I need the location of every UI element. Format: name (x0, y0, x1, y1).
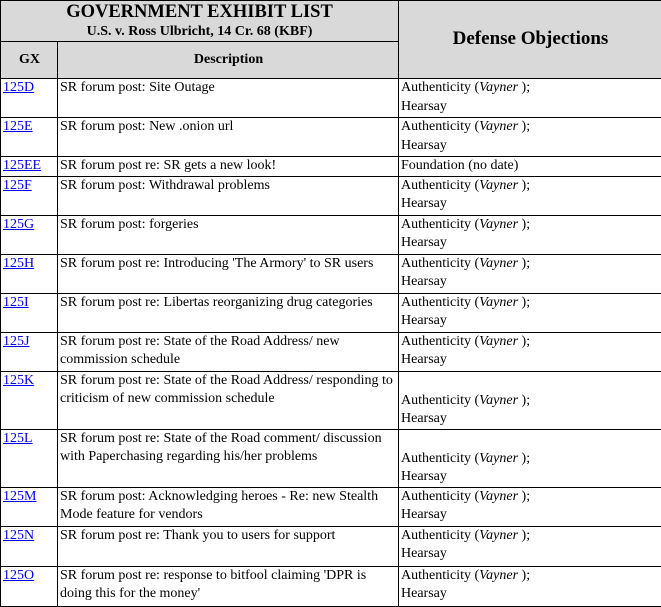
objection-text: Authenticity ( (401, 334, 479, 349)
description-cell: SR forum post: Acknowledging heroes - Re: new Stealth Mode feature for vendors (58, 487, 399, 526)
table-row (1, 566, 661, 606)
exhibit-link[interactable]: 125N (3, 528, 34, 543)
objection-cell (399, 429, 661, 487)
description-cell: SR forum post: New .onion url (58, 118, 399, 157)
objection-cell (399, 118, 661, 157)
table-row (1, 293, 661, 332)
gx-cell (1, 332, 58, 371)
objection-text-end: ); (518, 568, 530, 583)
exhibit-link[interactable]: 125F (3, 178, 32, 193)
description-cell: SR forum post re: SR gets a new look! (58, 157, 399, 177)
exhibit-rows (1, 79, 661, 607)
objection-text-end: ); (518, 119, 530, 134)
case-citation: Vayner (479, 119, 518, 134)
objection-hearsay: Hearsay (401, 99, 447, 114)
exhibit-link[interactable]: 125H (3, 256, 34, 271)
case-citation: Vayner (479, 256, 518, 271)
description-cell: SR forum post: Withdrawal problems (58, 176, 399, 215)
case-citation: Vayner (479, 178, 518, 193)
objection-cell (399, 254, 661, 293)
objection-cell (399, 293, 661, 332)
objection-text: Authenticity ( (401, 451, 479, 466)
objection-hearsay: Hearsay (401, 138, 447, 153)
description-cell: SR forum post re: State of the Road Address/ responding to criticism of new commission schedule (58, 371, 399, 429)
objection-text: Foundation (no date) (401, 158, 518, 173)
objections-heading: Defense Objections (399, 1, 661, 79)
objection-hearsay: Hearsay (401, 274, 447, 289)
objection-text-end: ); (518, 178, 530, 193)
objection-cell (399, 157, 661, 177)
description-cell: SR forum post re: State of the Road Address/ new commission schedule (58, 332, 399, 371)
objection-text-end: ); (518, 217, 530, 232)
objection-cell (399, 176, 661, 215)
exhibit-link[interactable]: 125L (3, 431, 33, 446)
objection-hearsay: Hearsay (401, 352, 447, 367)
gx-cell (1, 371, 58, 429)
table-row (1, 429, 661, 487)
objection-hearsay: Hearsay (401, 313, 447, 328)
objection-text-end: ); (518, 334, 530, 349)
page-title: GOVERNMENT EXHIBIT LIST (1, 1, 398, 23)
case-citation: Vayner (479, 568, 518, 583)
exhibit-link[interactable]: 125I (3, 295, 29, 310)
objection-text: Authenticity ( (401, 393, 479, 408)
gx-cell (1, 118, 58, 157)
objection-text: Authenticity ( (401, 256, 479, 271)
description-cell: SR forum post: forgeries (58, 215, 399, 254)
title-row (1, 1, 661, 42)
objection-text-end: ); (518, 295, 530, 310)
description-cell: SR forum post re: response to bitfool claiming 'DPR is doing this for the money' (58, 566, 399, 606)
objection-text: Authenticity ( (401, 178, 479, 193)
objection-hearsay: Hearsay (401, 507, 447, 522)
case-citation: Vayner (479, 393, 518, 408)
gx-cell (1, 157, 58, 177)
case-citation: Vayner (479, 334, 518, 349)
exhibit-link[interactable]: 125K (3, 373, 34, 388)
table-row (1, 332, 661, 371)
gx-cell (1, 254, 58, 293)
case-citation: Vayner (479, 217, 518, 232)
gx-cell (1, 487, 58, 526)
objection-text: Authenticity ( (401, 217, 479, 232)
description-cell: SR forum post re: Thank you to users for support (58, 526, 399, 566)
exhibit-link[interactable]: 125G (3, 217, 34, 232)
gx-cell (1, 526, 58, 566)
exhibit-link[interactable]: 125M (3, 489, 36, 504)
objection-cell (399, 566, 661, 606)
gx-cell (1, 176, 58, 215)
gx-cell (1, 79, 58, 118)
exhibit-link[interactable]: 125E (3, 119, 33, 134)
exhibit-link[interactable]: 125D (3, 80, 34, 95)
objection-hearsay: Hearsay (401, 411, 447, 426)
table-row (1, 215, 661, 254)
objection-text: Authenticity ( (401, 528, 479, 543)
gx-cell (1, 215, 58, 254)
gx-cell (1, 293, 58, 332)
gx-cell (1, 429, 58, 487)
objection-hearsay: Hearsay (401, 196, 447, 211)
objection-hearsay: Hearsay (401, 586, 447, 601)
objection-text: Authenticity ( (401, 489, 479, 504)
exhibit-link[interactable]: 125O (3, 568, 34, 583)
table-row (1, 176, 661, 215)
table-row (1, 157, 661, 177)
exhibit-link[interactable]: 125EE (3, 158, 41, 173)
title-cell (1, 1, 399, 42)
objection-text-end: ); (518, 489, 530, 504)
case-citation: Vayner (479, 489, 518, 504)
objection-text-end: ); (518, 393, 530, 408)
objection-cell (399, 215, 661, 254)
description-cell: SR forum post re: State of the Road comment/ discussion with Paperchasing regarding his/her problems (58, 429, 399, 487)
objection-text: Authenticity ( (401, 568, 479, 583)
description-column-header: Description (58, 42, 399, 79)
objection-text-end: ); (518, 451, 530, 466)
objection-cell (399, 526, 661, 566)
gx-column-header: GX (1, 42, 58, 79)
case-citation: Vayner (479, 451, 518, 466)
table-row (1, 254, 661, 293)
objection-text-end: ); (518, 80, 530, 95)
objection-hearsay: Hearsay (401, 546, 447, 561)
objection-text-end: ); (518, 528, 530, 543)
objection-hearsay: Hearsay (401, 235, 447, 250)
gx-cell (1, 566, 58, 606)
objection-cell (399, 371, 661, 429)
table-row (1, 526, 661, 566)
objection-text-end: ); (518, 256, 530, 271)
objection-cell (399, 79, 661, 118)
table-row (1, 487, 661, 526)
case-citation: Vayner (479, 80, 518, 95)
exhibit-link[interactable]: 125J (3, 334, 29, 349)
table-row (1, 79, 661, 118)
description-cell: SR forum post re: Libertas reorganizing drug categories (58, 293, 399, 332)
table-row (1, 371, 661, 429)
objection-text: Authenticity ( (401, 80, 479, 95)
objection-text: Authenticity ( (401, 295, 479, 310)
case-citation: Vayner (479, 528, 518, 543)
table-row (1, 118, 661, 157)
objection-hearsay: Hearsay (401, 469, 447, 484)
case-caption: U.S. v. Ross Ulbricht, 14 Cr. 68 (KBF) (1, 23, 398, 40)
objection-text: Authenticity ( (401, 119, 479, 134)
description-cell: SR forum post: Site Outage (58, 79, 399, 118)
objection-cell (399, 487, 661, 526)
description-cell: SR forum post re: Introducing 'The Armory' to SR users (58, 254, 399, 293)
case-citation: Vayner (479, 295, 518, 310)
objection-cell (399, 332, 661, 371)
